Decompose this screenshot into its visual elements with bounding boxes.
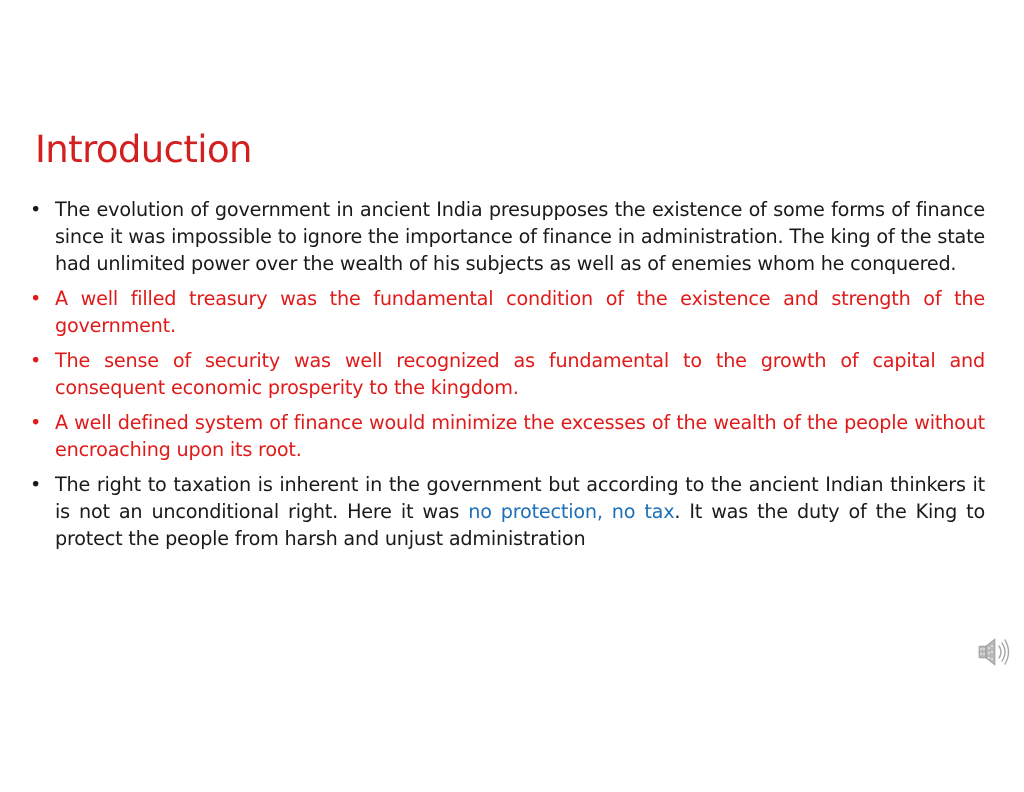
bullet-marker: •	[30, 287, 42, 310]
bullet-text: A well defined system of finance would minimize the excesses of the wealth of the people without encroaching upon its root.	[55, 411, 985, 461]
bullet-item	[30, 347, 985, 401]
bullet-item	[30, 196, 985, 277]
bullet-text: The sense of security was well recognized as fundamental to the growth of capital and consequent economic prosperity to the kingdom.	[55, 349, 985, 399]
bullet-text-before: The right to taxation is inherent in the government but according to the ancient Indian thinkers it is not an unconditional right. Here it was	[55, 473, 985, 523]
bullet-text-after: . It was the duty of the King to protect the people from harsh and unjust administration	[55, 500, 985, 550]
bullet-item	[30, 471, 985, 552]
bullet-item	[30, 409, 985, 463]
slide-title: Introduction	[35, 128, 252, 171]
bullet-marker: •	[30, 198, 42, 221]
bullet-text: A well filled treasury was the fundamental condition of the existence and strength of the government.	[55, 287, 985, 337]
bullet-marker: •	[30, 473, 42, 496]
bullet-list	[30, 196, 985, 560]
bullet-item	[30, 285, 985, 339]
bullet-text: The evolution of government in ancient India presupposes the existence of some forms of finance since it was impossible to ignore the importance of finance in administration. The king of the state had unlimited power over the wealth of his subjects as well as of enemies whom he conquered.	[55, 198, 985, 275]
bullet-highlight: no protection, no tax	[468, 500, 675, 523]
speaker-icon[interactable]	[977, 634, 1013, 670]
bullet-marker: •	[30, 349, 42, 372]
bullet-marker: •	[30, 411, 42, 434]
